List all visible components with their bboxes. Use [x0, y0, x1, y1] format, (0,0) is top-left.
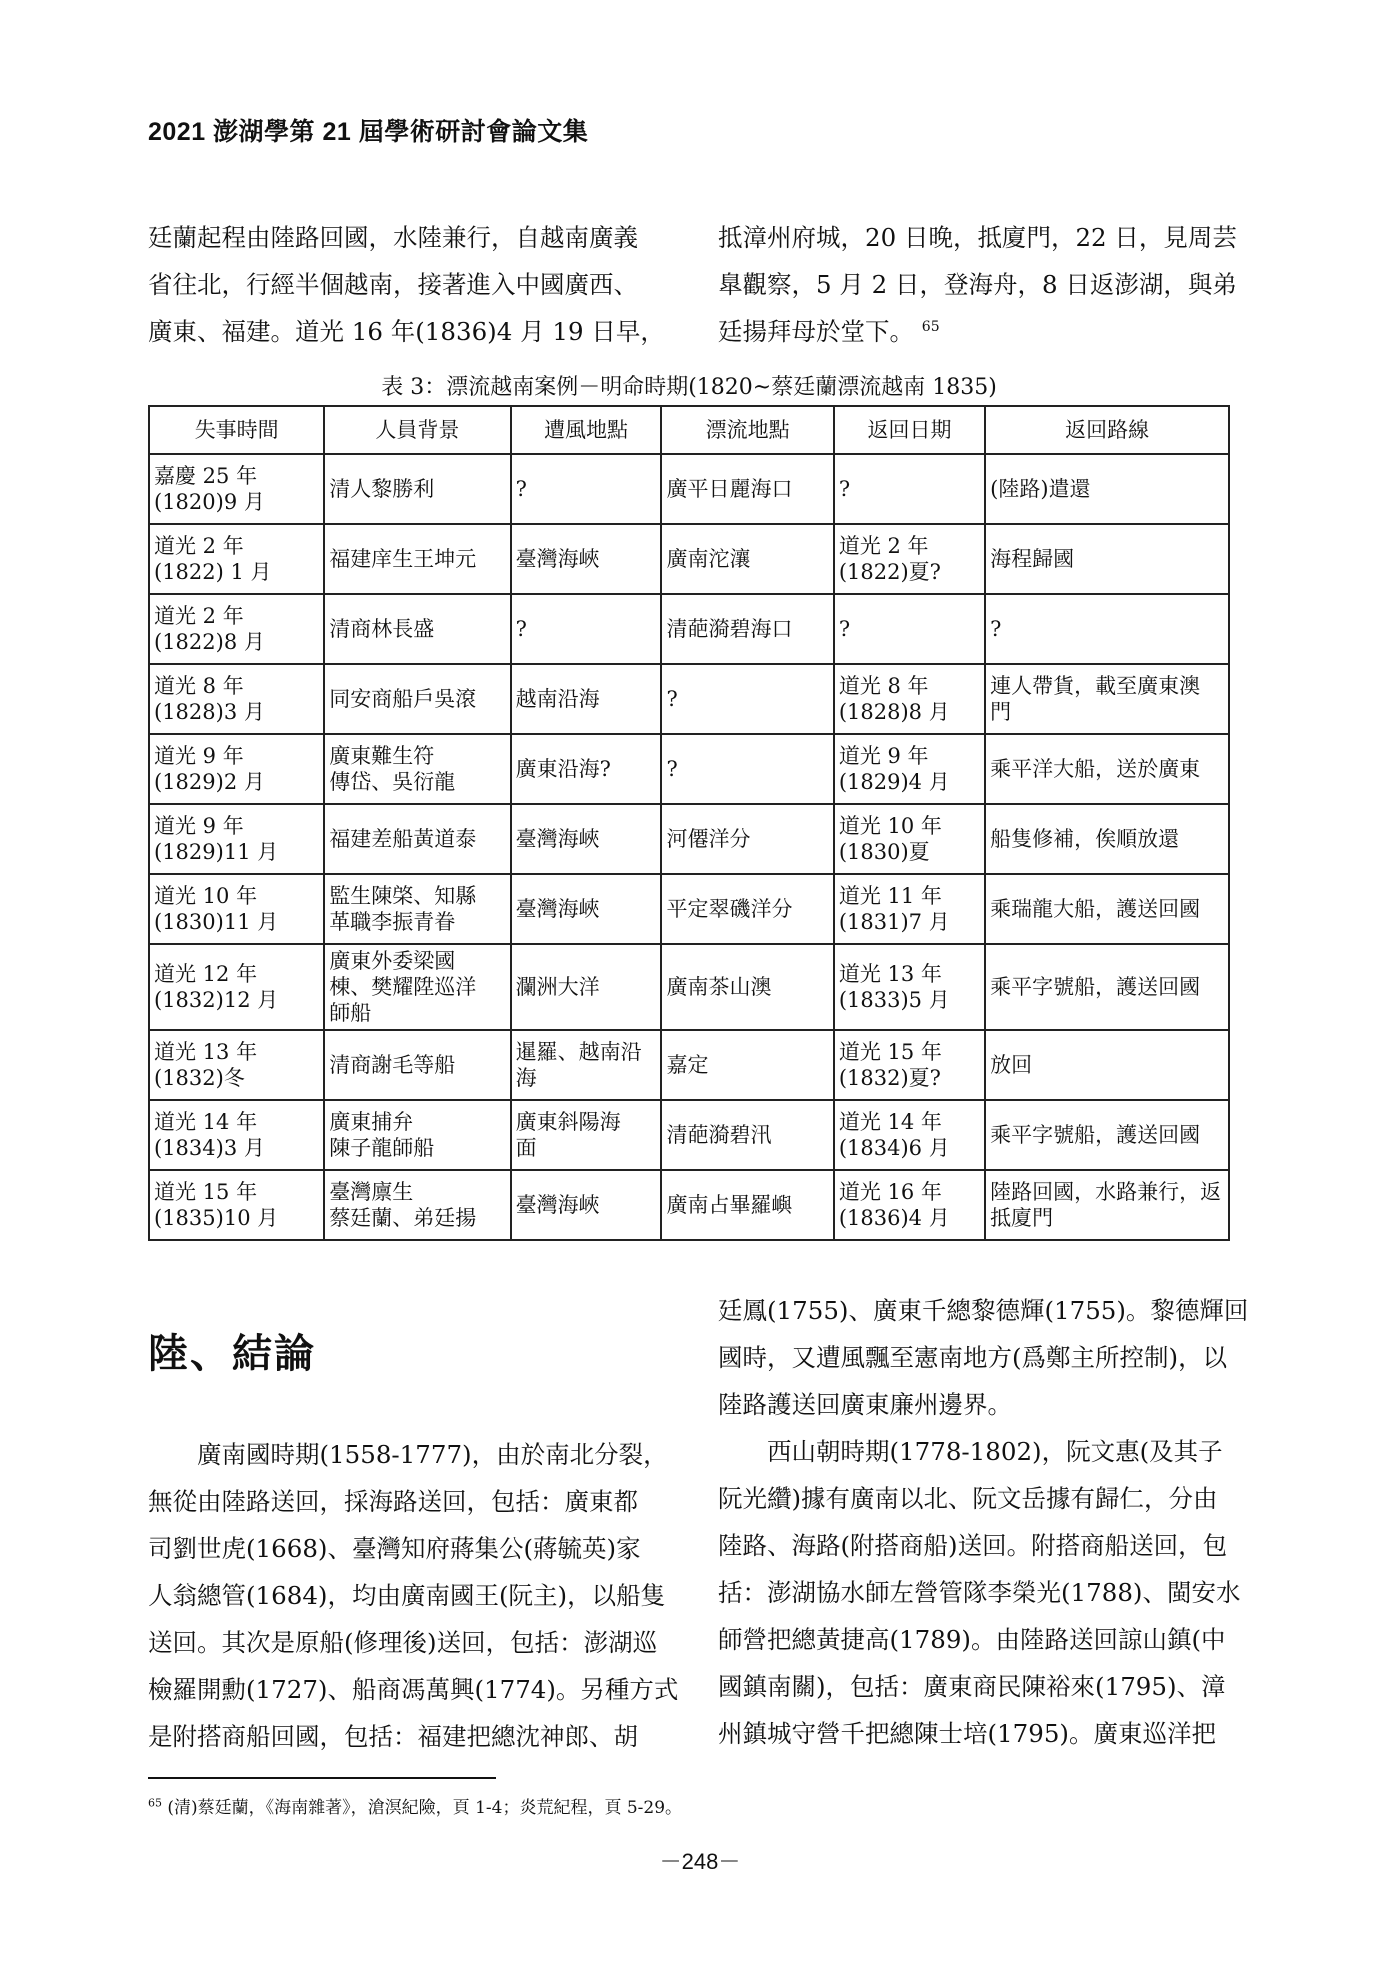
cell-text: 福建庠生王坤元 — [329, 547, 477, 571]
table-row — [149, 664, 1229, 734]
incident-date-cell — [149, 734, 324, 804]
text-line: 廣南國時期(1558-1777)，由於南北分裂， — [197, 1440, 668, 1469]
drift-location-cell — [661, 1100, 833, 1170]
cell-text: 道光 10 年 — [154, 884, 258, 908]
cell-text: 臺灣海峽 — [515, 547, 600, 571]
top-paragraph-left — [148, 214, 688, 355]
cell-text: 道光 9 年 — [154, 814, 244, 838]
cell-text: 臺灣海峽 — [515, 1193, 600, 1217]
cell-text: (1836)4 月 — [838, 1206, 950, 1230]
cell-text: (1832)冬 — [154, 1066, 245, 1090]
text-line: 阮光纘)據有廣南以北、阮文岳據有歸仁，分由 — [718, 1484, 1218, 1513]
table-row — [149, 1100, 1229, 1170]
section-heading: 陸、結論 — [148, 1330, 316, 1377]
return-date-cell — [834, 1170, 985, 1240]
storm-location-cell — [511, 874, 662, 944]
cell-text: (1832)夏? — [838, 1066, 941, 1090]
return-route-cell — [985, 1170, 1229, 1240]
cell-text: 廣平日麗海口 — [666, 477, 793, 501]
cell-text: 廣南占畢羅嶼 — [666, 1193, 793, 1217]
conclusion-left-column — [148, 1431, 688, 1760]
drift-location-cell — [661, 1170, 833, 1240]
cell-text: 嘉定 — [666, 1053, 709, 1077]
text-line: 國時，又遭風飄至憲南地方(爲鄭主所控制)，以 — [718, 1343, 1228, 1372]
cell-text: 暹羅、越南沿 — [515, 1040, 642, 1064]
footnote-divider — [148, 1777, 496, 1779]
drift-location-cell — [661, 804, 833, 874]
cell-text: (1822)8 月 — [154, 630, 265, 654]
cell-text: 廣東沿海? — [515, 757, 611, 781]
incident-date-cell — [149, 1170, 324, 1240]
text-line: 陸路護送回廣東廉州邊界。 — [718, 1390, 1012, 1419]
cell-text: 連人帶貨，載至廣東澳 — [990, 674, 1201, 698]
text-line: 廷蘭起程由陸路回國，水陸兼行，自越南廣義 — [148, 223, 638, 252]
incident-date-cell — [149, 1030, 324, 1100]
storm-location-cell — [511, 454, 662, 524]
table-row — [149, 594, 1229, 664]
return-date-cell — [834, 734, 985, 804]
text-line: 師營把總黃捷高(1789)。由陸路送回諒山鎮(中 — [718, 1625, 1226, 1654]
cell-text: 道光 10 年 — [838, 814, 942, 838]
return-date-cell — [834, 664, 985, 734]
column-header: 遭風地點 — [511, 406, 662, 454]
cell-text: 臺灣海峽 — [515, 897, 600, 921]
cell-text: 乘平字號船，護送回國 — [990, 1123, 1201, 1147]
personnel-cell — [324, 454, 510, 524]
column-header: 失事時間 — [149, 406, 324, 454]
drift-location-cell — [661, 524, 833, 594]
cell-text: (1829)11 月 — [154, 840, 279, 864]
incident-date-cell — [149, 594, 324, 664]
return-date-cell — [834, 944, 985, 1030]
table-row — [149, 1170, 1229, 1240]
text-line: 送回。其次是原船(修理後)送回，包括：澎湖巡 — [148, 1628, 658, 1657]
cell-text: 廣東捕弁 — [329, 1110, 414, 1134]
cell-text: 棟、樊耀陞巡洋 — [329, 975, 477, 999]
table-row — [149, 1030, 1229, 1100]
cell-text: 道光 2 年 — [838, 534, 929, 558]
personnel-cell — [324, 524, 510, 594]
cell-text: 海 — [515, 1066, 537, 1090]
return-route-cell — [985, 664, 1229, 734]
cell-text: 道光 15 年 — [838, 1040, 942, 1064]
return-date-cell — [834, 594, 985, 664]
drift-location-cell — [661, 1030, 833, 1100]
cell-text: 清商林長盛 — [329, 617, 435, 641]
footnote-number: 65 — [148, 1796, 162, 1810]
table-row — [149, 874, 1229, 944]
page-number: －248－ — [659, 1849, 741, 1874]
cell-text: ? — [838, 477, 851, 501]
cell-text: (1829)2 月 — [154, 770, 265, 794]
text-line: 是附搭商船回國，包括：福建把總沈神郎、胡 — [148, 1722, 638, 1751]
text-line: 臯觀察，5 月 2 日，登海舟，8 日返澎湖，與弟 — [718, 270, 1237, 299]
cell-text: 清葩漪碧海口 — [666, 617, 793, 641]
cell-text: 廣東斜陽海 — [515, 1110, 621, 1134]
cell-text: 河僊洋分 — [666, 827, 751, 851]
personnel-cell — [324, 594, 510, 664]
return-route-cell — [985, 594, 1229, 664]
cell-text: ? — [838, 617, 851, 641]
personnel-cell — [324, 874, 510, 944]
storm-location-cell — [511, 664, 662, 734]
cell-text: (陸路)遣還 — [990, 477, 1091, 501]
text-line: 檢羅開勳(1727)、船商馮萬興(1774)。另種方式 — [148, 1675, 679, 1704]
cell-text: (1828)3 月 — [154, 700, 265, 724]
cell-text: 道光 11 年 — [838, 884, 942, 908]
cell-text: ? — [666, 687, 678, 711]
cell-text: 陳子龍師船 — [329, 1136, 435, 1160]
drift-location-cell — [661, 664, 833, 734]
personnel-cell — [324, 1100, 510, 1170]
column-header: 人員背景 — [324, 406, 510, 454]
text-line: 人翁總管(1684)，均由廣南國王(阮主)，以船隻 — [148, 1581, 666, 1610]
cell-text: 清人黎勝利 — [329, 477, 435, 501]
return-route-cell — [985, 874, 1229, 944]
incident-date-cell — [149, 1100, 324, 1170]
return-date-cell — [834, 804, 985, 874]
personnel-cell — [324, 734, 510, 804]
cell-text: 抵廈門 — [990, 1206, 1054, 1230]
return-route-cell — [985, 944, 1229, 1030]
cell-text: 船隻修補，俟順放還 — [990, 827, 1180, 851]
incident-date-cell — [149, 874, 324, 944]
incident-date-cell — [149, 944, 324, 1030]
drift-cases-table — [148, 405, 1230, 1241]
table-row — [149, 454, 1229, 524]
column-header: 返回路線 — [985, 406, 1229, 454]
cell-text: (1831)7 月 — [838, 910, 950, 934]
return-route-cell — [985, 454, 1229, 524]
return-date-cell — [834, 524, 985, 594]
cell-text: 乘平字號船，護送回國 — [990, 975, 1201, 999]
cell-text: 廣南茶山澳 — [666, 975, 772, 999]
cell-text: 道光 2 年 — [154, 604, 244, 628]
cell-text: 臺灣廪生 — [329, 1180, 414, 1204]
incident-date-cell — [149, 804, 324, 874]
return-date-cell — [834, 874, 985, 944]
cell-text: 道光 13 年 — [154, 1040, 258, 1064]
cell-text: 廣東難生符 — [329, 744, 435, 768]
return-route-cell — [985, 734, 1229, 804]
cell-text: 道光 8 年 — [154, 674, 244, 698]
storm-location-cell — [511, 804, 662, 874]
column-header: 返回日期 — [834, 406, 985, 454]
return-route-cell — [985, 804, 1229, 874]
cell-text: 道光 9 年 — [838, 744, 929, 768]
cell-text: 福建差船黃道泰 — [329, 827, 477, 851]
text-line: 司劉世虎(1668)、臺灣知府蔣集公(蔣毓英)家 — [148, 1534, 641, 1563]
table-row — [149, 734, 1229, 804]
column-header: 漂流地點 — [661, 406, 833, 454]
cell-text: 放回 — [990, 1053, 1033, 1077]
text-line: 無從由陸路送回，採海路送回，包括：廣東都 — [148, 1487, 638, 1516]
drift-location-cell — [661, 944, 833, 1030]
text-line: 省往北，行經半個越南，接著進入中國廣西、 — [148, 270, 638, 299]
storm-location-cell — [511, 1100, 662, 1170]
cell-text: 瀾洲大洋 — [515, 975, 600, 999]
cell-text: 嘉慶 25 年 — [154, 464, 258, 488]
table-row — [149, 804, 1229, 874]
storm-location-cell — [511, 524, 662, 594]
cell-text: (1822) 1 月 — [154, 560, 272, 584]
cell-text: 清葩漪碧汛 — [666, 1123, 772, 1147]
cell-text: (1832)12 月 — [154, 988, 279, 1012]
cell-text: 道光 16 年 — [838, 1180, 942, 1204]
cell-text: (1830)夏 — [838, 840, 930, 864]
return-route-cell — [985, 1100, 1229, 1170]
storm-location-cell — [511, 1030, 662, 1100]
drift-location-cell — [661, 874, 833, 944]
text-line — [718, 308, 1258, 355]
cell-text: (1834)6 月 — [838, 1136, 950, 1160]
cell-text: 監生陳棨、知縣 — [329, 884, 477, 908]
return-date-cell — [834, 1100, 985, 1170]
cell-text: 同安商船戶吳滾 — [329, 687, 477, 711]
cell-text: 清商謝毛等船 — [329, 1053, 456, 1077]
cell-text: 乘瑞龍大船，護送回國 — [990, 897, 1201, 921]
text-line: 陸路、海路(附搭商船)送回。附搭商船送回，包 — [718, 1531, 1228, 1560]
storm-location-cell — [511, 1170, 662, 1240]
cell-text: (1822)夏? — [838, 560, 941, 584]
personnel-cell — [324, 804, 510, 874]
cell-text: 廣南沱瀼 — [666, 547, 751, 571]
conclusion-right-column — [718, 1287, 1258, 1757]
table-caption: 表 3：漂流越南案例－明命時期(1820~蔡廷蘭漂流越南 1835) — [381, 375, 997, 400]
drift-location-cell — [661, 594, 833, 664]
text-line: 州鎮城守營千把總陳士培(1795)。廣東巡洋把 — [718, 1719, 1216, 1748]
drift-location-cell — [661, 454, 833, 524]
cell-text: (1835)10 月 — [154, 1206, 279, 1230]
cell-text: (1820)9 月 — [154, 490, 265, 514]
cell-text: 乘平洋大船，送於廣東 — [990, 757, 1201, 781]
personnel-cell — [324, 1170, 510, 1240]
cell-text: 面 — [515, 1136, 537, 1160]
cell-text: 平定翠磯洋分 — [666, 897, 793, 921]
cell-text: ? — [990, 617, 1002, 641]
cell-text: (1828)8 月 — [838, 700, 950, 724]
cell-text: 臺灣海峽 — [515, 827, 600, 851]
table-body — [149, 454, 1229, 1240]
return-route-cell — [985, 1030, 1229, 1100]
cell-text: 道光 14 年 — [838, 1110, 942, 1134]
cell-text: 越南沿海 — [515, 687, 600, 711]
personnel-cell — [324, 944, 510, 1030]
top-paragraph-right — [718, 214, 1258, 355]
running-head: 2021 澎湖學第 21 屆學術研討會論文集 — [148, 118, 589, 146]
text-line: 國鎮南關)，包括：廣東商民陳裕來(1795)、漳 — [718, 1672, 1226, 1701]
table-header-row — [149, 406, 1229, 454]
cell-text: 師船 — [329, 1001, 372, 1025]
table-row — [149, 524, 1229, 594]
cell-text: 道光 2 年 — [154, 534, 244, 558]
cell-text: 廣東外委梁國 — [329, 949, 456, 973]
storm-location-cell — [511, 944, 662, 1030]
cell-text: (1829)4 月 — [838, 770, 950, 794]
drift-location-cell — [661, 734, 833, 804]
cell-text: ? — [666, 757, 678, 781]
text-line-content: 廷揚拜母於堂下。 — [718, 317, 914, 346]
return-date-cell — [834, 1030, 985, 1100]
cell-text: (1833)5 月 — [838, 988, 950, 1012]
return-route-cell — [985, 524, 1229, 594]
cell-text: 道光 14 年 — [154, 1110, 258, 1134]
cell-text: (1830)11 月 — [154, 910, 279, 934]
incident-date-cell — [149, 664, 324, 734]
storm-location-cell — [511, 734, 662, 804]
cell-text: 道光 9 年 — [154, 744, 244, 768]
personnel-cell — [324, 1030, 510, 1100]
cell-text: 門 — [990, 700, 1012, 724]
incident-date-cell — [149, 524, 324, 594]
cell-text: 陸路回國，水路兼行，返 — [990, 1180, 1222, 1204]
cell-text: 道光 13 年 — [838, 962, 942, 986]
cell-text: 道光 8 年 — [838, 674, 929, 698]
cell-text: ? — [515, 477, 527, 501]
footnote — [148, 1793, 682, 1818]
cell-text: 道光 12 年 — [154, 962, 258, 986]
personnel-cell — [324, 664, 510, 734]
cell-text: ? — [515, 617, 527, 641]
table-row — [149, 944, 1229, 1030]
cell-text: 海程歸國 — [990, 547, 1075, 571]
storm-location-cell — [511, 594, 662, 664]
return-date-cell — [834, 454, 985, 524]
text-line: 西山朝時期(1778-1802)，阮文惠(及其子 — [767, 1437, 1223, 1466]
text-line: 抵漳州府城，20 日晚，抵廈門，22 日，見周芸 — [718, 223, 1237, 252]
footnote-reference[interactable]: 65 — [921, 318, 940, 335]
cell-text: 革職李振青眷 — [329, 910, 456, 934]
text-line: 廷鳳(1755)、廣東千總黎德輝(1755)。黎德輝回 — [718, 1296, 1249, 1325]
footnote-text: (清)蔡廷蘭，《海南雜著》，滄溟紀險，頁 1-4；炎荒紀程，頁 5-29。 — [167, 1798, 683, 1818]
cell-text: 蔡廷蘭、弟廷揚 — [329, 1206, 477, 1230]
cell-text: 道光 15 年 — [154, 1180, 258, 1204]
incident-date-cell — [149, 454, 324, 524]
cell-text: (1834)3 月 — [154, 1136, 265, 1160]
text-line: 廣東、福建。道光 16 年(1836)4 月 19 日早， — [148, 317, 665, 346]
text-line: 括：澎湖協水師左營管隊李榮光(1788)、閩安水 — [718, 1578, 1241, 1607]
cell-text: 傳岱、吳衍龍 — [329, 770, 456, 794]
